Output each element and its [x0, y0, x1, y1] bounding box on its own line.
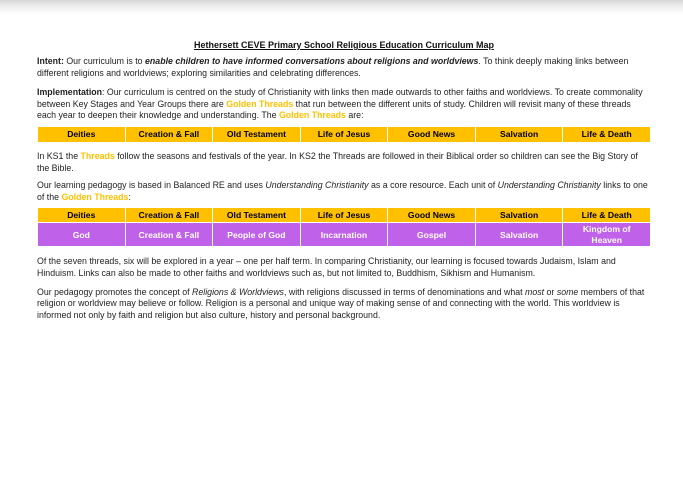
emphasis-most: most — [525, 286, 545, 297]
text-run: are: — [345, 110, 364, 121]
text-run: In KS1 the — [37, 150, 81, 161]
mapping-value-cell: Creation & Fall — [125, 223, 213, 247]
golden-thread-cell: Life & Death — [563, 126, 651, 142]
pedagogy-paragraph — [37, 180, 651, 203]
text-run: Our pedagogy promotes the concept of — [37, 286, 193, 297]
religions-worldviews-title: Religions & Worldviews — [192, 286, 284, 297]
mapping-value-cell: People of God — [213, 223, 301, 247]
mapping-value-cell: Incarnation — [300, 223, 388, 247]
text-run: : — [128, 191, 131, 202]
text-run: follow the seasons and festivals of the year. In KS2 the Threads are followed in their Biblical order so children can see the Big Story of the Bible. — [37, 150, 638, 173]
implementation-label: Implementation — [37, 87, 103, 98]
text-run: that run between the different units of study. Children will revisit many of these threads each year to deepen their knowledge and understanding. The — [37, 98, 631, 121]
mapping-value-cell: Kingdom of Heaven — [563, 223, 651, 247]
golden-threads-header-row — [38, 126, 651, 142]
emphasis-some: some — [556, 286, 579, 297]
mapping-value-cell: Gospel — [388, 223, 476, 247]
understanding-christianity-title: Understanding Christianity — [497, 180, 601, 191]
text-run: : Our curriculum is centred on the study of Christianity with links then made outwards to other faiths and worldviews. To create commonality between Key Stages and Year Groups there are — [37, 87, 643, 109]
golden-threads-highlight: Golden Threads — [226, 98, 294, 109]
golden-thread-cell: Life of Jesus — [300, 126, 388, 142]
mapping-header-cell: Life of Jesus — [300, 208, 388, 223]
understanding-christianity-title: Understanding Christianity — [265, 180, 369, 191]
text-run: as a core resource. Each unit of — [368, 180, 498, 191]
threads-overview-paragraph: Of the seven threads, six will be explored in a year – one per half term. In comparing Christianity, our learning is focused towards Judaism, Islam and Hinduism. Links can also be made to other faiths and worldviews such as, but not limited to, Buddhism, Sikhism and Humanism. — [37, 256, 616, 278]
ks1-paragraph — [37, 151, 651, 174]
mapping-value-cell: Salvation — [475, 223, 563, 247]
text-run: Our learning pedagogy is based in Balanced RE and uses — [37, 180, 266, 191]
golden-threads-highlight: Golden Threads — [278, 110, 346, 121]
text-run: . To think deeply making links between different religions and worldviews; exploring similarities and celebrating differences. — [37, 56, 629, 78]
golden-threads-table — [37, 126, 651, 143]
golden-thread-cell: Creation & Fall — [125, 126, 213, 142]
text-run: links to one of the — [37, 180, 648, 202]
mapping-header-cell: Good News — [388, 208, 476, 223]
mapping-header-cell: Salvation — [475, 208, 563, 223]
document-page — [37, 40, 651, 321]
golden-threads-highlight: Golden Threads — [61, 191, 129, 202]
golden-thread-cell: Old Testament — [213, 126, 301, 142]
mapping-value-cell: God — [38, 223, 126, 247]
mapping-header-cell: Deities — [38, 208, 126, 223]
text-run: , with religions discussed in terms of denominations and what — [283, 286, 526, 297]
golden-thread-cell: Good News — [388, 126, 476, 142]
text-run: members of that religion or worldview may believe or follow. Religion is a personal and unique way of making sense of and connecting with the world. This worldview is informed not only by faith and religion but also culture, history and personal background. — [37, 286, 645, 320]
page-top-shadow — [0, 0, 683, 14]
implementation-paragraph — [37, 87, 651, 122]
threads-highlight: Threads — [80, 150, 115, 161]
mapping-value-row — [38, 223, 651, 247]
golden-thread-cell: Salvation — [475, 126, 563, 142]
mapping-header-cell: Life & Death — [563, 208, 651, 223]
intent-paragraph — [37, 56, 651, 79]
text-run: Our curriculum is to — [63, 56, 146, 66]
threads-mapping-table — [37, 207, 651, 247]
golden-thread-cell: Deities — [38, 126, 126, 142]
intent-label: Intent: — [37, 56, 64, 66]
text-run: or — [544, 286, 557, 297]
mapping-header-row — [38, 208, 651, 223]
mapping-header-cell: Old Testament — [213, 208, 301, 223]
worldviews-paragraph — [37, 287, 651, 322]
mapping-header-cell: Creation & Fall — [125, 208, 213, 223]
intent-emphasis: enable children to have informed conversations about religions and worldviews — [145, 56, 479, 66]
document-title: Hethersett CEVE Primary School Religious Education Curriculum Map — [193, 40, 495, 50]
